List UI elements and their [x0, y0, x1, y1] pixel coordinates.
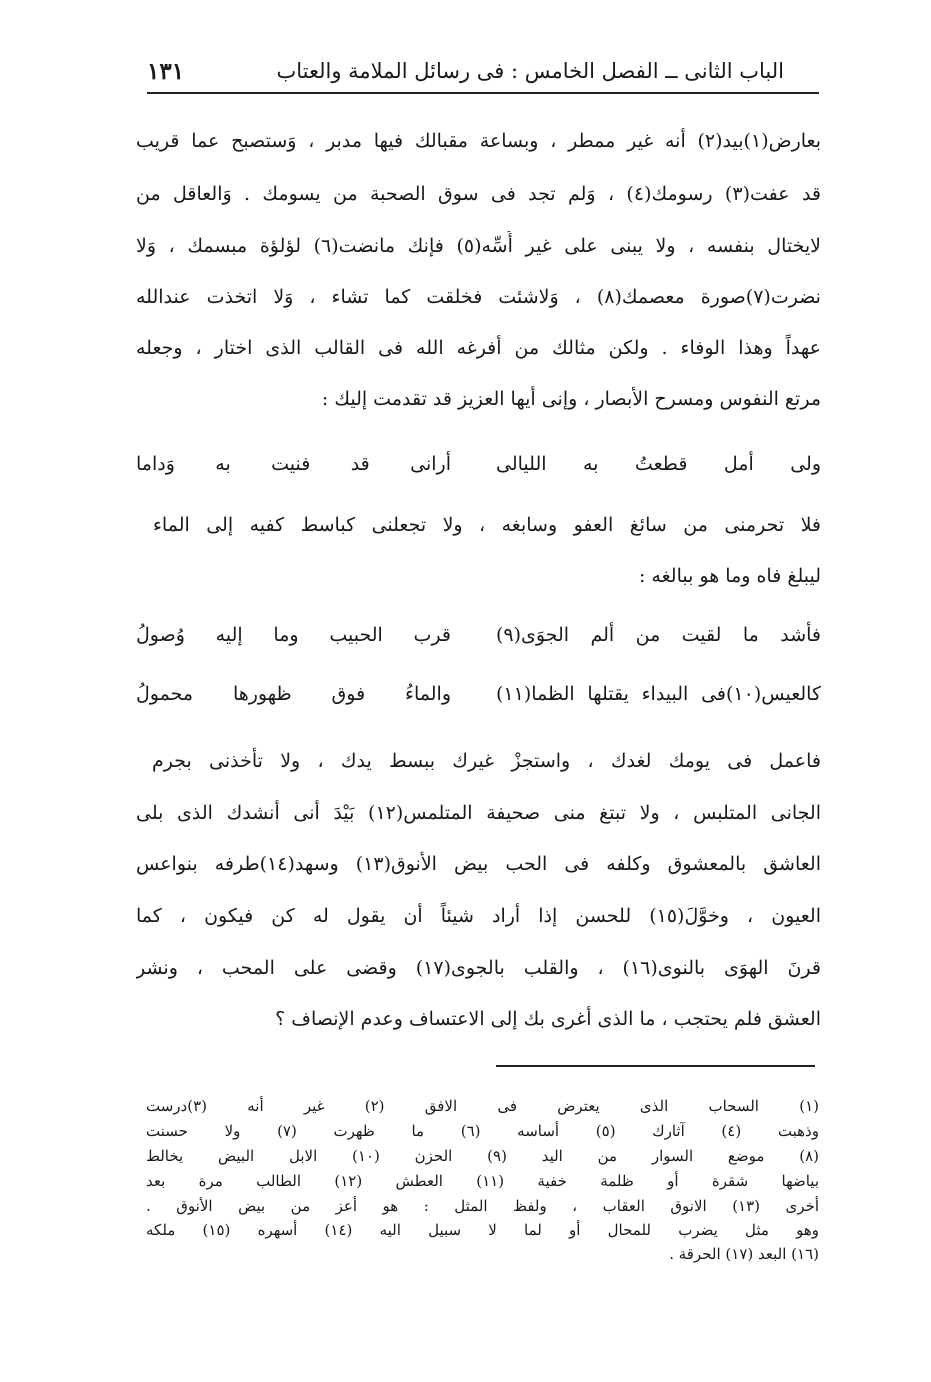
verse [136, 448, 821, 480]
body-line: بعارض(١)بيد(٢) أنه غير ممطر ، وبساعة مقبالك فيها مدبر ، وَستصبح عما قريب [136, 130, 821, 152]
verse [136, 619, 821, 651]
page-number: ١٣١ [147, 57, 185, 85]
verse-first-hemistich: ولى أمل قطعتُ به الليالى [496, 453, 821, 475]
verse-second-hemistich: والماءُ فوق ظهورها محمولُ [136, 683, 451, 705]
footnote-line: وذهبت (٤) آثارك (٥) أساسه (٦) ما ظهرت (٧) ولا حسنت [146, 1122, 819, 1140]
header-rule [147, 92, 819, 94]
body-line: العشق فلم يحتجب ، ما الذى أغرى بك إلى الاعتساف وعدم الإنصاف ؟ [275, 1008, 821, 1030]
body-line: قرنَ الهوَى بالنوى(١٦) ، والقلب بالجوى(١٧) وقضى على المحب ، ونشر [136, 957, 821, 979]
body-line: مرتع النفوس ومسرح الأبصار ، وإنى أيها العزيز قد تقدمت إليك : [321, 388, 821, 410]
footnote-line: بياضها شقرة أو ظلمة خفية (١١) العطش (١٢) الطالب مرة بعد [146, 1172, 819, 1190]
body-line: فلا تحرمنى من سائغ العفو وسابغه ، ولا تجعلنى كباسط كفيه إلى الماء [153, 514, 821, 536]
verse-second-hemistich: قرب الحبيب وما إليه وُصولُ [136, 624, 451, 646]
body-line: عهداً وهذا الوفاء . ولكن مثالك من أفرغه الله فى القالب الذى اختار ، وجعله [136, 337, 821, 359]
body-line: لايختال بنفسه ، ولا يبنى على غير أُسِّه(٥) فإنك مانضت(٦) لؤلؤة مبسمك ، وَلا [136, 235, 821, 257]
verse [136, 678, 821, 710]
verse-first-hemistich: كالعيس(١٠)فى البيداء يقتلها الظما(١١) [496, 683, 821, 705]
body-line: العيون ، وخوَّلَ(١٥) للحسن إذا أراد شيئاً أن يقول له كن فيكون ، كما [136, 905, 821, 927]
body-line: العاشق بالمعشوق وكلفه فى الحب بيض الأنوق(١٣) وسهد(١٤)طرفه بنواعس [136, 853, 821, 875]
verse-first-hemistich: فأشد ما لقيت من ألم الجوَى(٩) [496, 624, 821, 646]
footnote-rule [496, 1065, 815, 1067]
footnote-line: وهو مثل يضرب للمحال أو لما لا سبيل اليه (١٤) أسهره (١٥) ملكه [146, 1221, 819, 1239]
body-line: فاعمل فى يومك لغدك ، واستجزْ غيرك ببسط يدك ، ولا تأخذنى بجرم [152, 750, 821, 772]
body-line: نضرت(٧)صورة معصمك(٨) ، وَلاشئت فخلقت كما تشاء ، وَلا اتخذت عندالله [136, 286, 821, 308]
body-line: الجانى المتلبس ، ولا تبتغ منى صحيفة المتلمس(١٢) بَيْدَ أنى أنشدك الذى بلى [136, 802, 821, 824]
footnote-line: أخرى (١٣) الانوق العقاب ، ولفظ المثل : هو أعز من بيض الأنوق . [146, 1197, 819, 1215]
footnote-line: (٨) موضع السوار من اليد (٩) الحزن (١٠) الابل البيض يخالط [146, 1147, 819, 1165]
body-line: قد عفت(٣) رسومك(٤) ، وَلم تجد فى سوق الصحبة من يسومك . وَالعاقل من [136, 183, 821, 205]
footnote-line: (١) السحاب الذى يعترض فى الافق (٢) غير أنه (٣)درست [146, 1097, 819, 1115]
verse-second-hemistich: أرانى قد فنيت به وَداما [136, 453, 451, 475]
running-title: الباب الثانى ــ الفصل الخامس : فى رسائل الملامة والعتاب [276, 59, 784, 83]
page-header [147, 54, 784, 88]
footnote-line: (١٦) البعد (١٧) الحرقة . [669, 1245, 819, 1263]
body-line: ليبلغ فاه وما هو ببالغه : [638, 565, 821, 587]
